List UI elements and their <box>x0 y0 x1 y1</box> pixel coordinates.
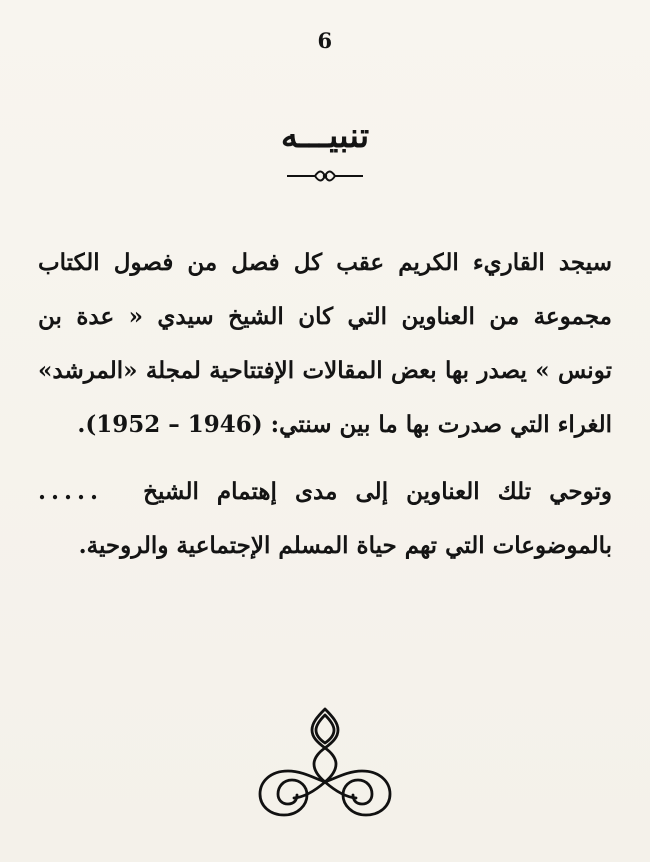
flourish-ornament-icon <box>244 703 406 823</box>
page-number: 6 <box>317 28 333 53</box>
paragraph-text-part-1: وتوحي تلك العناوين إلى مدى إهتمام الشيخ <box>143 478 612 505</box>
paragraph-notice-topics <box>38 465 612 573</box>
ornament-divider-icon <box>285 166 365 186</box>
ellipsis-dots: ..... <box>38 478 104 505</box>
paragraph-text-part-2: بالموضوعات التي تهم حياة المسلم الإجتماعية والروحية. <box>78 532 612 559</box>
page-title: تنبيـــه <box>280 116 370 156</box>
paragraph-notice-intro <box>38 236 612 452</box>
paragraph-text: سيجد القاريء الكريم عقب كل فصل من فصول الكتاب مجموعة من العناوين التي كان الشيخ سيدي « عدة بن تونس » يصدر بها بعض المقالات الإفتتاحية لمجلة «المرشد» الغراء التي صدرت بها ما بين سنتي: (1946 – 1952). <box>38 249 612 438</box>
